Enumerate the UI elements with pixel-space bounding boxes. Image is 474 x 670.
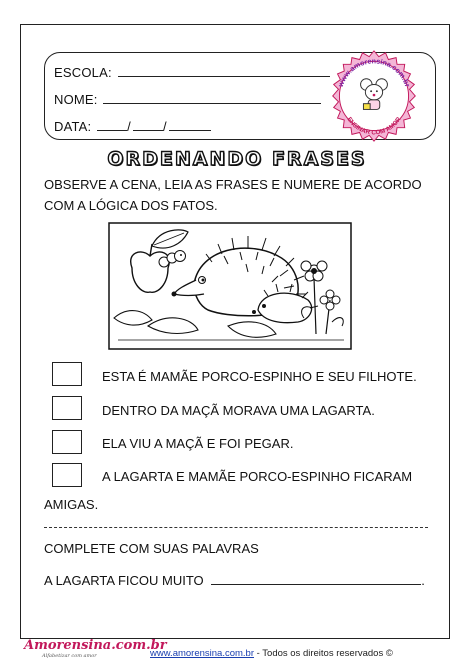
- footer-tagline: Alfabetizar com amor: [42, 653, 97, 659]
- sentence-item-3: ELA VIU A MAÇÃ E FOI PEGAR.: [102, 436, 294, 451]
- footer-logo: Amorensina.com.br: [24, 638, 167, 653]
- order-checkbox-3[interactable]: [52, 430, 82, 454]
- name-blank[interactable]: [103, 91, 321, 104]
- date-day-blank[interactable]: [97, 118, 127, 131]
- completion-blank[interactable]: [211, 572, 421, 585]
- order-checkbox-4[interactable]: [52, 463, 82, 487]
- sentence-item-4-continuation: AMIGAS.: [44, 497, 99, 512]
- sentence-item-2: DENTRO DA MAÇÃ MORAVA UMA LAGARTA.: [102, 403, 375, 418]
- footer-rights: [150, 648, 393, 659]
- order-checkbox-2[interactable]: [52, 396, 82, 420]
- order-checkbox-1[interactable]: [52, 362, 82, 386]
- date-year-blank[interactable]: [169, 118, 211, 131]
- stamp-bottom-text: ENSINAR COM AMOR: [345, 115, 403, 137]
- date-separator: /: [127, 119, 131, 134]
- date-label: DATA:: [54, 119, 92, 134]
- sentence-item-4: A LAGARTA E MAMÃE PORCO-ESPINHO FICARAM: [102, 469, 413, 484]
- name-field: [54, 91, 321, 107]
- amorensina-stamp-logo: [326, 48, 422, 144]
- page-title: ORDENANDO FRASES: [107, 148, 367, 170]
- stamp-top-text: www.amorensina.com.br: [335, 56, 413, 89]
- date-month-blank[interactable]: [133, 118, 163, 131]
- completion-sentence: [44, 572, 425, 588]
- footer-rights-text: - Todos os direitos reservados ©: [254, 648, 393, 659]
- completion-sentence-start: A LAGARTA FICOU MUITO: [44, 573, 204, 588]
- date-separator: /: [162, 119, 167, 134]
- school-blank[interactable]: [118, 64, 330, 77]
- school-label: ESCOLA:: [54, 65, 112, 80]
- completion-sentence-end: .: [421, 573, 425, 588]
- date-field: [54, 118, 211, 134]
- instructions-text: OBSERVE A CENA, LEIA AS FRASES E NUMERE DE ACORDO COM A LÓGICA DOS FATOS.: [44, 177, 422, 213]
- sentence-item-1: ESTA É MAMÃE PORCO-ESPINHO E SEU FILHOTE.: [102, 369, 417, 384]
- dashed-divider: [44, 527, 428, 528]
- complete-instruction: COMPLETE COM SUAS PALAVRAS: [44, 541, 259, 556]
- footer-url-link[interactable]: www.amorensina.com.br: [150, 648, 255, 659]
- name-label: NOME:: [54, 92, 98, 107]
- hedgehog-scene-illustration: [108, 222, 352, 350]
- school-field: [54, 64, 330, 80]
- title-container: [0, 148, 474, 170]
